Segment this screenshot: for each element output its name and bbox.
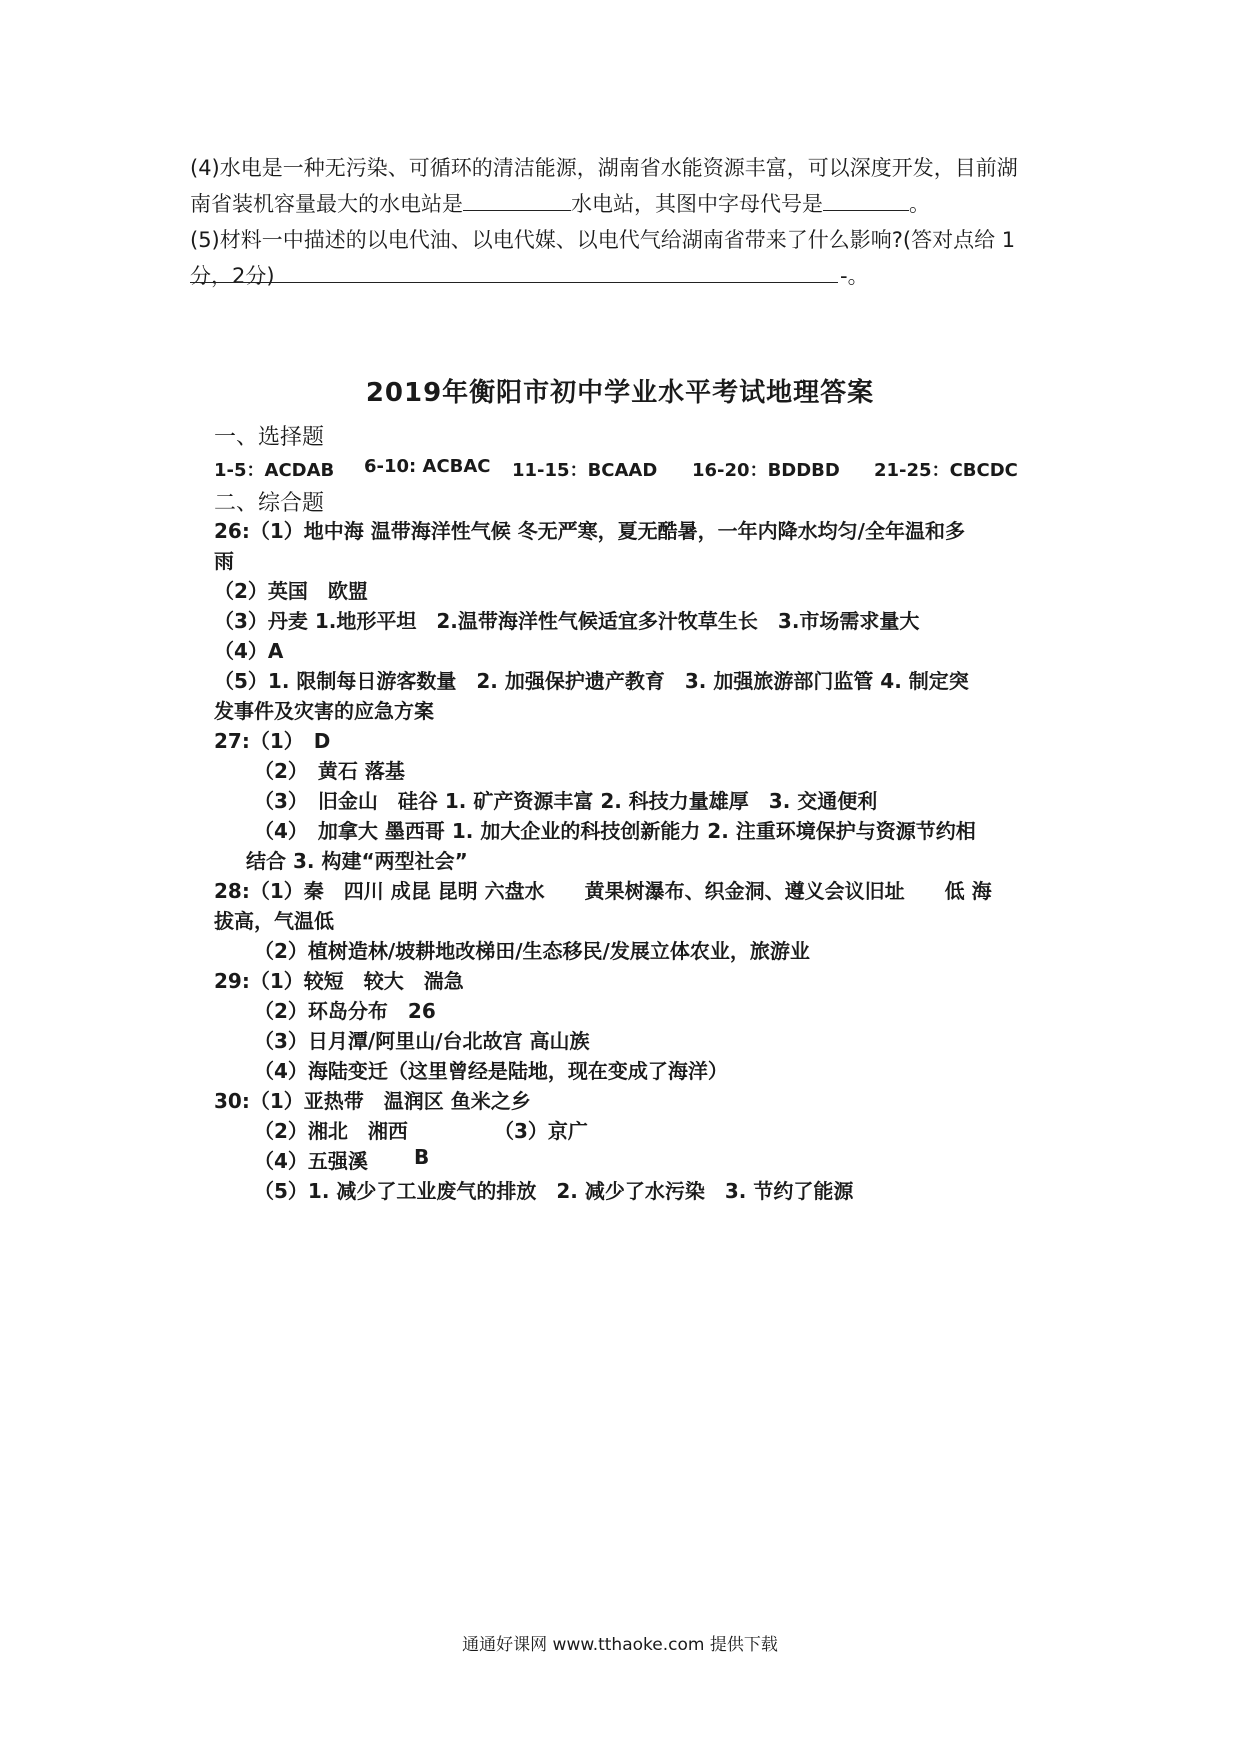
answer-line: 28:（1）秦 四川 成昆 昆明 六盘水 黄果树瀑布、织金洞、遵义会议旧址 低 海 [214, 879, 992, 903]
answer-line: （5）1. 减少了工业废气的排放 2. 减少了水污染 3. 节约了能源 [254, 1179, 854, 1203]
answer-line: 拔高，气温低 [214, 909, 334, 933]
answer-line: （3）日月潭/阿里山/台北故宫 高山族 [254, 1029, 590, 1053]
answer-line: 30:（1）亚热带 温润区 鱼米之乡 [214, 1089, 531, 1113]
q4-text-b: 水电站，其图中字母代号是 [571, 192, 823, 216]
answer-line: 29:（1）较短 较大 湍急 [214, 969, 464, 993]
answer-line: （4）海陆变迁（这里曾经是陆地，现在变成了海洋） [254, 1059, 728, 1083]
answer-line: 26:（1）地中海 温带海洋性气候 冬无严寒，夏无酷暑，一年内降水均匀/全年温和多 [214, 519, 965, 543]
answer-line: （2）植树造林/坡耕地改梯田/生态移民/发展立体农业，旅游业 [254, 939, 810, 963]
mc-group-2: 6-10: ACBAC [364, 456, 491, 477]
answer-line: （4）五强溪 [254, 1149, 368, 1173]
section-choice-heading: 一、选择题 [214, 425, 325, 450]
q5-end-mark: -。 [840, 264, 869, 288]
mc-group-3: 11-15：BCAAD [512, 460, 658, 481]
answer-line: 结合 3. 构建“两型社会” [246, 849, 468, 873]
answer-line: 雨 [214, 549, 234, 573]
answer-blank-letter [823, 186, 909, 211]
answer-line: （4）A [214, 639, 284, 663]
answer-line: B [414, 1145, 430, 1169]
answer-key-title: 2019年衡阳市初中学业水平考试地理答案 [365, 378, 875, 408]
mc-group-4: 16-20：BDDBD [692, 460, 840, 481]
q4-text-a: 南省装机容量最大的水电站是 [190, 192, 463, 216]
answer-line: （3）丹麦 1.地形平坦 2.温带海洋性气候适宜多汁牧草生长 3.市场需求量大 [214, 609, 920, 633]
q4-line1: (4)水电是一种无污染、可循环的清洁能源，湖南省水能资源丰富，可以深度开发，目前湖 [190, 156, 1018, 180]
answer-line: （2）环岛分布 26 [254, 999, 436, 1023]
q4-text-c: 。 [909, 192, 930, 216]
answer-line: （3）京广 [494, 1119, 588, 1143]
answer-line: 发事件及灾害的应急方案 [214, 699, 434, 723]
answer-underline [190, 282, 838, 283]
question-block [190, 150, 1060, 294]
answer-line: （3） 旧金山 硅谷 1. 矿产资源丰富 2. 科技力量雄厚 3. 交通便利 [254, 789, 878, 813]
mc-group-5: 21-25：CBCDC [874, 460, 1018, 481]
q4-line2 [190, 186, 1060, 222]
answer-line: 27:（1） D [214, 729, 331, 753]
q5-line2: 分，2分) [190, 264, 275, 288]
answer-blank-station [463, 186, 571, 211]
choice-answers-row [214, 456, 1044, 486]
answer-line: （2）湘北 湘西 [254, 1119, 408, 1143]
answer-line: （5）1. 限制每日游客数量 2. 加强保护遗产教育 3. 加强旅游部门监管 4. 制定突 [214, 669, 969, 693]
answer-line: （2） 黄石 落基 [254, 759, 405, 783]
answer-line: （4） 加拿大 墨西哥 1. 加大企业的科技创新能力 2. 注重环境保护与资源节约相 [254, 819, 976, 843]
mc-group-1: 1-5：ACDAB [214, 460, 335, 481]
section-comprehensive-heading: 二、综合题 [214, 491, 325, 516]
answer-line: （2）英国 欧盟 [214, 579, 368, 603]
footer-credit: 通通好课网 www.tthaoke.com 提供下载 [462, 1635, 778, 1655]
q5-line1: (5)材料一中描述的以电代油、以电代媒、以电代气给湖南省带来了什么影响?(答对点给 1 [190, 228, 1016, 252]
